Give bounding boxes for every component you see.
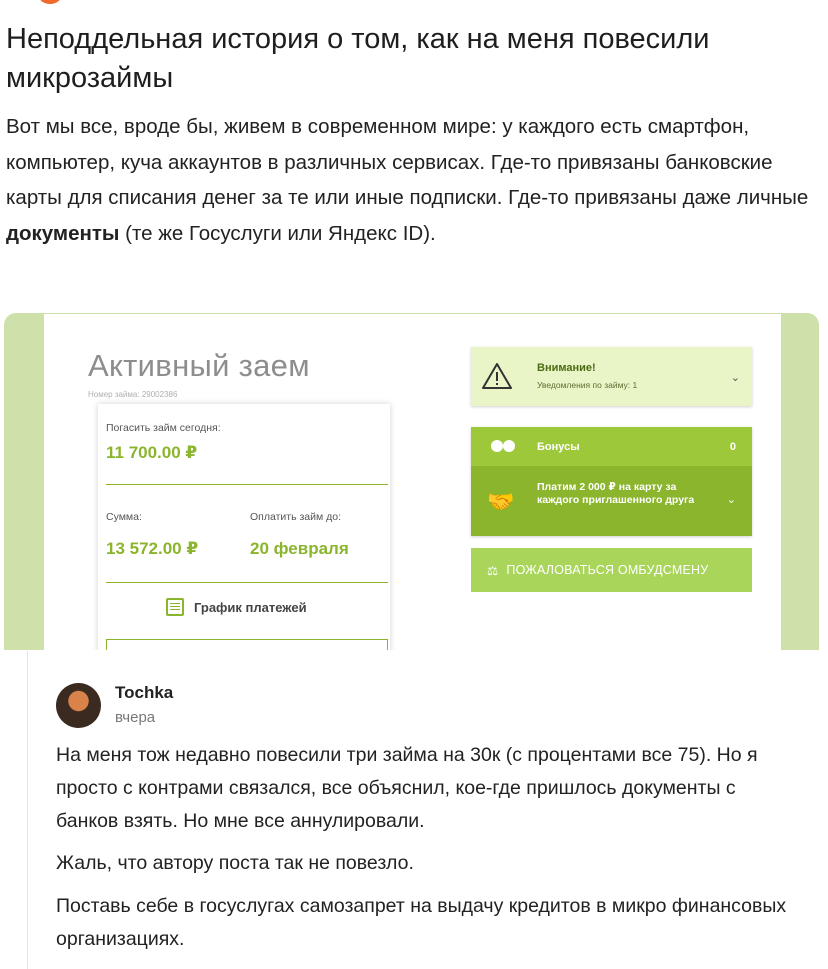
comment-time: вчера xyxy=(115,709,156,726)
handshake-icon: 🤝 xyxy=(487,489,515,514)
loan-card xyxy=(98,404,390,650)
warning-subtitle: Уведомления по займу: 1 xyxy=(537,380,638,390)
due-date-value: 20 февраля xyxy=(250,539,349,558)
author-avatar-partial[interactable] xyxy=(38,0,62,4)
ombudsman-label: ПОЖАЛОВАТЬСЯ ОМБУДСМЕНУ xyxy=(506,563,709,577)
chevron-down-icon[interactable]: ⌄ xyxy=(726,494,736,506)
post-body-text-1: Вот мы все, вроде бы, живем в современном мире: у каждого есть смартфон, компьютер, куча аккаунтов в различных сервисах. Где-то привязаны банковские карты для списания денег за те или иные подписки. Где-то привязаны даже личные xyxy=(6,115,809,209)
chevron-down-icon[interactable]: ⌄ xyxy=(730,372,740,384)
bonus-label: Бонусы xyxy=(537,441,580,453)
comment-thread-line xyxy=(27,651,28,969)
payment-schedule-label: График платежей xyxy=(194,599,307,615)
calendar-icon xyxy=(166,598,184,616)
payment-schedule-link[interactable] xyxy=(166,598,307,616)
warning-icon xyxy=(481,361,513,391)
loan-title: Активный заем xyxy=(88,348,310,383)
bonus-count: 0 xyxy=(729,441,736,453)
warning-title: Внимание! xyxy=(537,362,596,374)
bonus-header[interactable] xyxy=(471,427,752,466)
screenshot-content xyxy=(44,314,781,650)
warning-panel[interactable] xyxy=(471,347,752,406)
bonus-icon xyxy=(491,440,519,452)
comment-paragraph: Жаль, что автору поста так не повезло. xyxy=(56,852,414,874)
pay-today-value: 11 700.00 ₽ xyxy=(106,443,198,462)
post-body xyxy=(6,109,818,251)
loan-number: Номер займа: 29002386 xyxy=(88,390,178,399)
comment-avatar[interactable] xyxy=(56,683,101,728)
post-body-text-2: (те же Госуслуги или Яндекс ID). xyxy=(119,221,436,245)
sum-value: 13 572.00 ₽ xyxy=(106,539,199,558)
comment-actions[interactable] xyxy=(62,962,172,969)
ombudsman-complaint-button[interactable] xyxy=(471,548,752,592)
comment-paragraph: На меня тож недавно повесили три займа на 30к (с процентами все 75). Но я просто с контрами связался, все объяснил, кое-где пришлось документы с банков взять. Но мне все аннулировали. xyxy=(56,744,758,832)
divider xyxy=(106,484,388,485)
bonus-panel[interactable] xyxy=(471,427,752,536)
referral-promo-text: Платим 2 000 ₽ на карту за каждого приглашенного друга xyxy=(537,481,695,506)
post-body-bold: документы xyxy=(6,221,120,245)
comment-author[interactable]: Tochka xyxy=(115,683,174,702)
embedded-screenshot[interactable] xyxy=(4,313,819,650)
pay-today-label: Погасить займ сегодня: xyxy=(106,422,221,434)
divider xyxy=(106,582,388,583)
due-date-label: Оплатить займ до: xyxy=(250,511,341,523)
card-bottom-field xyxy=(106,639,388,650)
scales-icon: ⚖ xyxy=(487,563,499,578)
comment-paragraph: Поставь себе в госуслугах самозапрет на выдачу кредитов в микро финансовых организациях. xyxy=(56,895,787,950)
post-title: Неподдельная история о том, как на меня повесили микрозаймы xyxy=(6,23,710,94)
sum-label: Сумма: xyxy=(106,511,142,523)
